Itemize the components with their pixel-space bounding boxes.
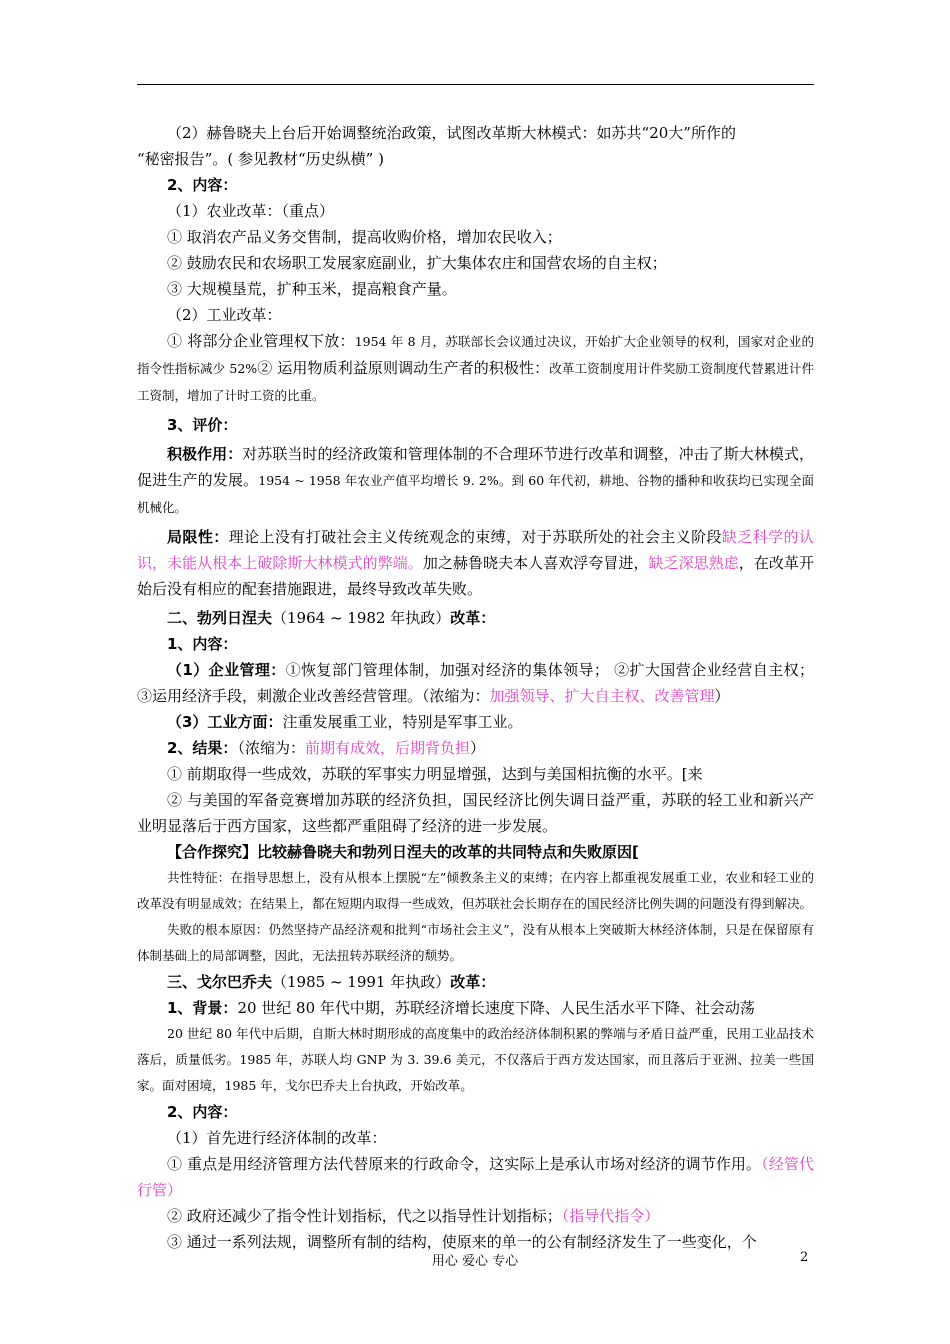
footer-motto: 用心 爱心 专心: [431, 1254, 519, 1269]
header-rule: [137, 84, 814, 85]
agri-item-3: ③ 大规模垦荒，扩种玉米，提高粮食产量。: [167, 280, 457, 298]
para-limitation: 局限性：理论上没有打破社会主义传统观念的束缚，对于苏联所处的社会主义阶段缺乏科学的认识，未能从根本上破除斯大林模式的弊端。加之赫鲁晓夫本人喜欢浮夸冒进，缺乏深思熟虑，在改革开始后没有相应的配套措施跟进，最终导致改革失败。: [137, 528, 814, 598]
heading-content-2: 1、内容：: [167, 635, 238, 653]
econ-title: （1）首先进行经济体制的改革：: [167, 1129, 387, 1147]
result-item-1: ① 前期取得一些成效，苏联的军事实力明显增强，达到与美国相抗衡的水平。[来: [167, 765, 703, 783]
para-positive: 积极作用：对苏联当时的经济政策和管理体制的不合理环节进行改革和调整，冲击了斯大林模式，促进生产的发展。1954 ~ 1958 年农业产值平均增长 9. 2%。到 60 年代初，耕地、谷物的播种和收获均已实现全面机械化。: [137, 445, 814, 515]
heading-content-3: 2、内容：: [167, 1103, 238, 1121]
ind-title: （2）工业改革：: [167, 306, 282, 324]
document-body: [137, 120, 814, 1255]
heading-gorbachev: 三、戈尔巴乔夫（1985 ~ 1991 年执政）改革：: [167, 973, 496, 991]
heading-content-1: 2、内容：: [167, 176, 238, 194]
agri-title: （1）农业改革：（重点）: [167, 202, 335, 220]
para-failure-cause: 失败的根本原因：仍然坚持产品经济观和批判“市场社会主义”，没有从根本上突破斯大林经济体制，只是在保留原有体制基础上的局部调整，因此，无法扭转苏联经济的颓势。: [137, 922, 814, 963]
page-number: 2: [800, 1250, 809, 1265]
result-item-2: ② 与美国的军备竞赛增加苏联的经济负担，国民经济比例失调日益严重，苏联的轻工业和新兴产业明显落后于西方国家，这些都严重阻碍了经济的进一步发展。: [137, 791, 814, 835]
para-background-detail: 20 世纪 80 年代中后期，自斯大林时期形成的高度集中的政治经济体制积累的弊端与矛盾日益严重，民用工业品技术落后，质量低劣。1985 年，苏联人均 GNP 为 3. 39.6 美元，不仅落后于西方发达国家，而且落后于亚洲、拉美一些国家。面对困境，1985 年，戈尔巴乔夫上台执政，开始改革。: [137, 1026, 814, 1093]
para-khrushchev-intro: （2）赫鲁晓夫上台后开始调整统治政策，试图改革斯大林模式：如苏共“20大”所作的: [167, 124, 736, 142]
agri-item-2: ② 鼓励农民和农场职工发展家庭副业，扩大集体农庄和国营农场的自主权；: [167, 254, 667, 272]
para-enterprise-mgmt: （1）企业管理：①恢复部门管理体制，加强对经济的集体领导； ②扩大国营企业经营自主权； ③运用经济手段，刺激企业改善经营管理。（浓缩为：加强领导、扩大自主权、改善管理）: [137, 661, 814, 705]
heading-evaluation: 3、评价：: [167, 416, 238, 434]
econ-item-2: ② 政府还减少了指令性计划指标，代之以指导性计划指标；（指导代指令）: [167, 1207, 660, 1225]
econ-item-1: ① 重点是用经济管理方法代替原来的行政命令，这实际上是承认市场对经济的调节作用。（经管代行管）: [137, 1155, 814, 1199]
agri-item-1: ① 取消农产品义务交售制，提高收购价格，增加农民收入；: [167, 228, 562, 246]
heading-brezhnev: 二、勃列日涅夫（1964 ~ 1982 年执政）改革：: [167, 609, 496, 627]
para-background: 1、背景：20 世纪 80 年代中期，苏联经济增长速度下降、人民生活水平下降、社会动荡: [167, 999, 755, 1017]
heading-cooperative: 【合作探究】比较赫鲁晓夫和勃列日涅夫的改革的共同特点和失败原因[: [167, 843, 639, 861]
econ-item-3: ③ 通过一系列法规，调整所有制的结构，使原来的单一的公有制经济发生了一些变化，个: [167, 1233, 757, 1251]
para-secret-report: “秘密报告”。( 参见教材“历史纵横” ): [137, 150, 384, 168]
ind-items: ① 将部分企业管理权下放：1954 年 8 月，苏联部长会议通过决议，开始扩大企业领导的权利，国家对企业的指令性指标减少 52%② 运用物质利益原则调动生产者的积极性：改革工资制度用计件奖励工资制度代替累进计件工资制，增加了计时工资的比重。: [137, 332, 814, 403]
para-industry: （3）工业方面：注重发展重工业，特别是军事工业。: [167, 713, 523, 731]
para-common-features: 共性特征：在指导思想上，没有从根本上摆脱“左”倾教条主义的束缚；在内容上都重视发展重工业，农业和轻工业的改革没有明显成效；在结果上，都在短期内取得一些成效，但苏联社会长期存在的国民经济比例失调的问题没有得到解决。: [137, 870, 814, 911]
para-result: 2、结果：（浓缩为：前期有成效，后期背负担）: [167, 739, 485, 757]
